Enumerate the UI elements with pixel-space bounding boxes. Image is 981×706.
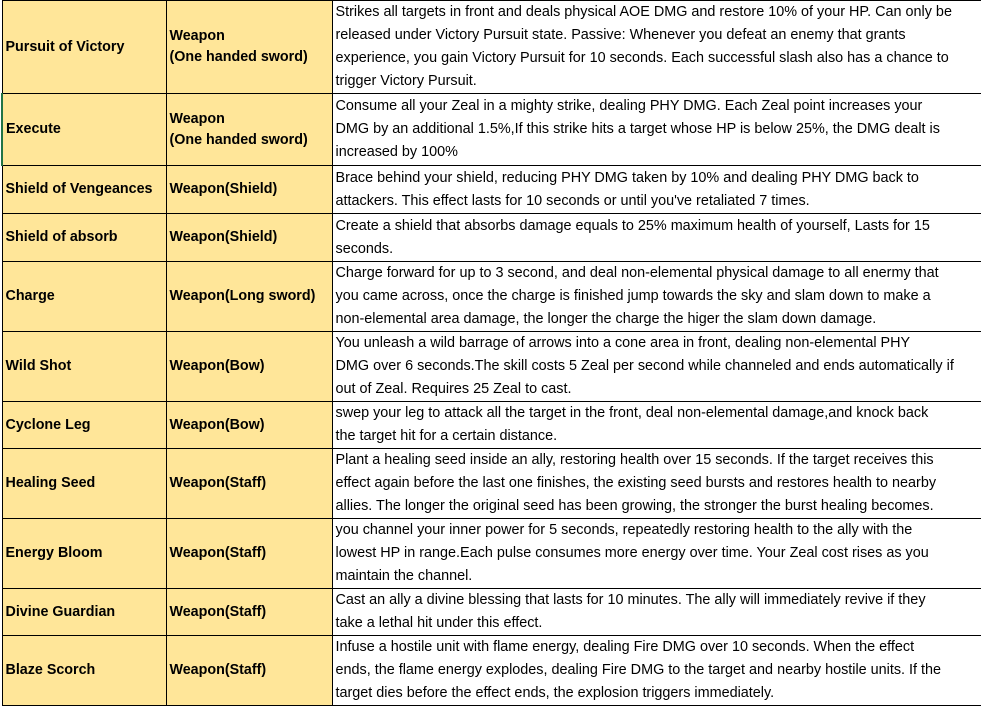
description-line: trigger Victory Pursuit. [335, 73, 477, 89]
table-row [2, 636, 981, 706]
description-line: increased by 100% [335, 144, 458, 160]
skill-name-cell[interactable] [2, 1, 166, 94]
skill-name-cell[interactable] [2, 214, 166, 262]
skill-type-line: Weapon(Long sword) [169, 288, 316, 304]
description-line: effect again before the last one finishes, the existing seed bursts and restores health to nearby [335, 475, 937, 491]
skill-name: Execute [6, 121, 61, 137]
description-line: Create a shield that absorbs damage equals to 25% maximum health of yourself, Lasts for 15 [335, 217, 930, 234]
table-row [2, 402, 981, 449]
table-row [2, 94, 981, 166]
skill-description-cell[interactable] [332, 449, 981, 519]
skill-type-line: (One handed sword) [169, 49, 308, 65]
skills-table-body [2, 1, 981, 706]
skill-name-cell[interactable] [2, 332, 166, 402]
skill-type-cell[interactable] [166, 519, 332, 589]
skill-name: Shield of absorb [5, 229, 118, 245]
skill-type-cell[interactable] [166, 94, 332, 166]
skill-description-cell[interactable] [332, 166, 981, 214]
skill-name-cell[interactable] [2, 589, 166, 636]
skill-type-line: Weapon [169, 110, 225, 127]
skill-name: Pursuit of Victory [5, 38, 125, 55]
skill-type-line: Weapon(Bow) [169, 358, 265, 374]
skill-name: Energy Bloom [5, 545, 103, 561]
description-line: attackers. This effect lasts for 10 seconds or until you've retaliated 7 times. [335, 192, 810, 209]
table-row [2, 214, 981, 262]
skill-type-cell[interactable] [166, 449, 332, 519]
skill-name: Blaze Scorch [5, 662, 96, 678]
skill-description-cell[interactable] [332, 636, 981, 706]
skill-name: Healing Seed [5, 475, 96, 491]
skill-type-cell[interactable] [166, 332, 332, 402]
skill-description-cell[interactable] [332, 94, 981, 166]
description-line: allies. The longer the original seed has been growing, the stronger the burst healing becomes. [335, 498, 934, 514]
skill-type-cell[interactable] [166, 262, 332, 332]
skill-type-cell[interactable] [166, 1, 332, 94]
description-line: maintain the channel. [335, 568, 473, 584]
description-line: Charge forward for up to 3 second, and deal non-elemental physical damage to all enermy that [335, 265, 939, 281]
skill-name-cell[interactable] [2, 262, 166, 332]
description-line: experience, you gain Victory Pursuit for 10 seconds. Each successful slash also has a chance to [335, 50, 949, 66]
skill-name: Charge [5, 288, 55, 304]
description-line: you came across, once the charge is finished jump towards the sky and slam down to make a [335, 288, 931, 304]
description-line: You unleash a wild barrage of arrows into a cone area in front, dealing non-elemental PHY [335, 335, 911, 351]
description-line: you channel your inner power for 5 seconds, repeatedly restoring health to the ally with the [335, 522, 913, 538]
skill-name-cell[interactable] [2, 94, 166, 166]
description-line: Strikes all targets in front and deals physical AOE DMG and restore 10% of your HP. Can only be [335, 4, 952, 20]
description-line: out of Zeal. Requires 25 Zeal to cast. [335, 381, 572, 397]
skill-description-cell[interactable] [332, 402, 981, 449]
description-line: target dies before the effect ends, the explosion triggers immediately. [335, 685, 775, 701]
description-line: Cast an ally a divine blessing that lasts for 10 minutes. The ally will immediately revive if they [335, 592, 926, 608]
table-row [2, 332, 981, 402]
skill-description-cell[interactable] [332, 214, 981, 262]
table-row [2, 449, 981, 519]
skill-type-line: Weapon(Bow) [169, 416, 265, 433]
skill-name-cell[interactable] [2, 519, 166, 589]
skill-type-line: Weapon(Staff) [169, 475, 267, 491]
skill-name-cell[interactable] [2, 636, 166, 706]
description-line: swep your leg to attack all the target in the front, deal non-elemental damage,and knock back [335, 405, 929, 421]
description-line: DMG over 6 seconds.The skill costs 5 Zeal per second while channeled and ends automatically if [335, 358, 954, 374]
skill-type-line: Weapon(Shield) [169, 229, 278, 245]
skill-name-cell[interactable] [2, 402, 166, 449]
skill-type-cell[interactable] [166, 589, 332, 636]
description-line: released under Victory Pursuit state. Passive: Whenever you defeat an enemy that grants [335, 27, 906, 43]
description-line: Infuse a hostile unit with flame energy, dealing Fire DMG over 10 seconds. When the effect [335, 639, 915, 655]
skill-description-cell[interactable] [332, 332, 981, 402]
table-row [2, 262, 981, 332]
description-line: ends, the flame energy explodes, dealing Fire DMG to the target and nearby hostile units. If the [335, 662, 942, 678]
skill-name: Divine Guardian [5, 603, 116, 620]
skill-name: Shield of Vengeances [5, 181, 153, 197]
table-row [2, 589, 981, 636]
description-line: lowest HP in range.Each pulse consumes more energy over time. Your Zeal cost rises as you [335, 545, 929, 561]
skill-name-cell[interactable] [2, 166, 166, 214]
table-row [2, 166, 981, 214]
description-line: the target hit for a certain distance. [335, 428, 558, 444]
description-line: Plant a healing seed inside an ally, restoring health over 15 seconds. If the target receives this [335, 452, 934, 468]
skill-name: Wild Shot [5, 358, 72, 374]
description-line: DMG by an additional 1.5%,If this strike hits a target whose HP is below 25%, the DMG dealt is [335, 121, 940, 137]
description-line: take a lethal hit under this effect. [335, 615, 543, 631]
description-line: Consume all your Zeal in a mighty strike, dealing PHY DMG. Each Zeal point increases your [335, 98, 923, 114]
skill-type-line: Weapon(Staff) [169, 603, 267, 620]
description-line: Brace behind your shield, reducing PHY DMG taken by 10% and dealing PHY DMG back to [335, 169, 919, 186]
skill-type-line: Weapon [169, 28, 225, 44]
skill-type-cell[interactable] [166, 402, 332, 449]
skills-table [1, 0, 981, 706]
skill-type-line: (One handed sword) [169, 131, 308, 148]
skill-description-cell[interactable] [332, 1, 981, 94]
skill-name: Cyclone Leg [5, 416, 91, 433]
skill-type-cell[interactable] [166, 166, 332, 214]
description-line: seconds. [335, 240, 394, 257]
skill-type-line: Weapon(Shield) [169, 181, 278, 197]
skill-type-line: Weapon(Staff) [169, 545, 267, 561]
skill-type-line: Weapon(Staff) [169, 662, 267, 678]
table-row [2, 519, 981, 589]
skill-description-cell[interactable] [332, 519, 981, 589]
skill-type-cell[interactable] [166, 214, 332, 262]
description-line: non-elemental area damage, the longer the charge the higer the slam down damage. [335, 311, 877, 327]
skill-description-cell[interactable] [332, 589, 981, 636]
table-row [2, 1, 981, 94]
skill-name-cell[interactable] [2, 449, 166, 519]
skill-description-cell[interactable] [332, 262, 981, 332]
skill-type-cell[interactable] [166, 636, 332, 706]
